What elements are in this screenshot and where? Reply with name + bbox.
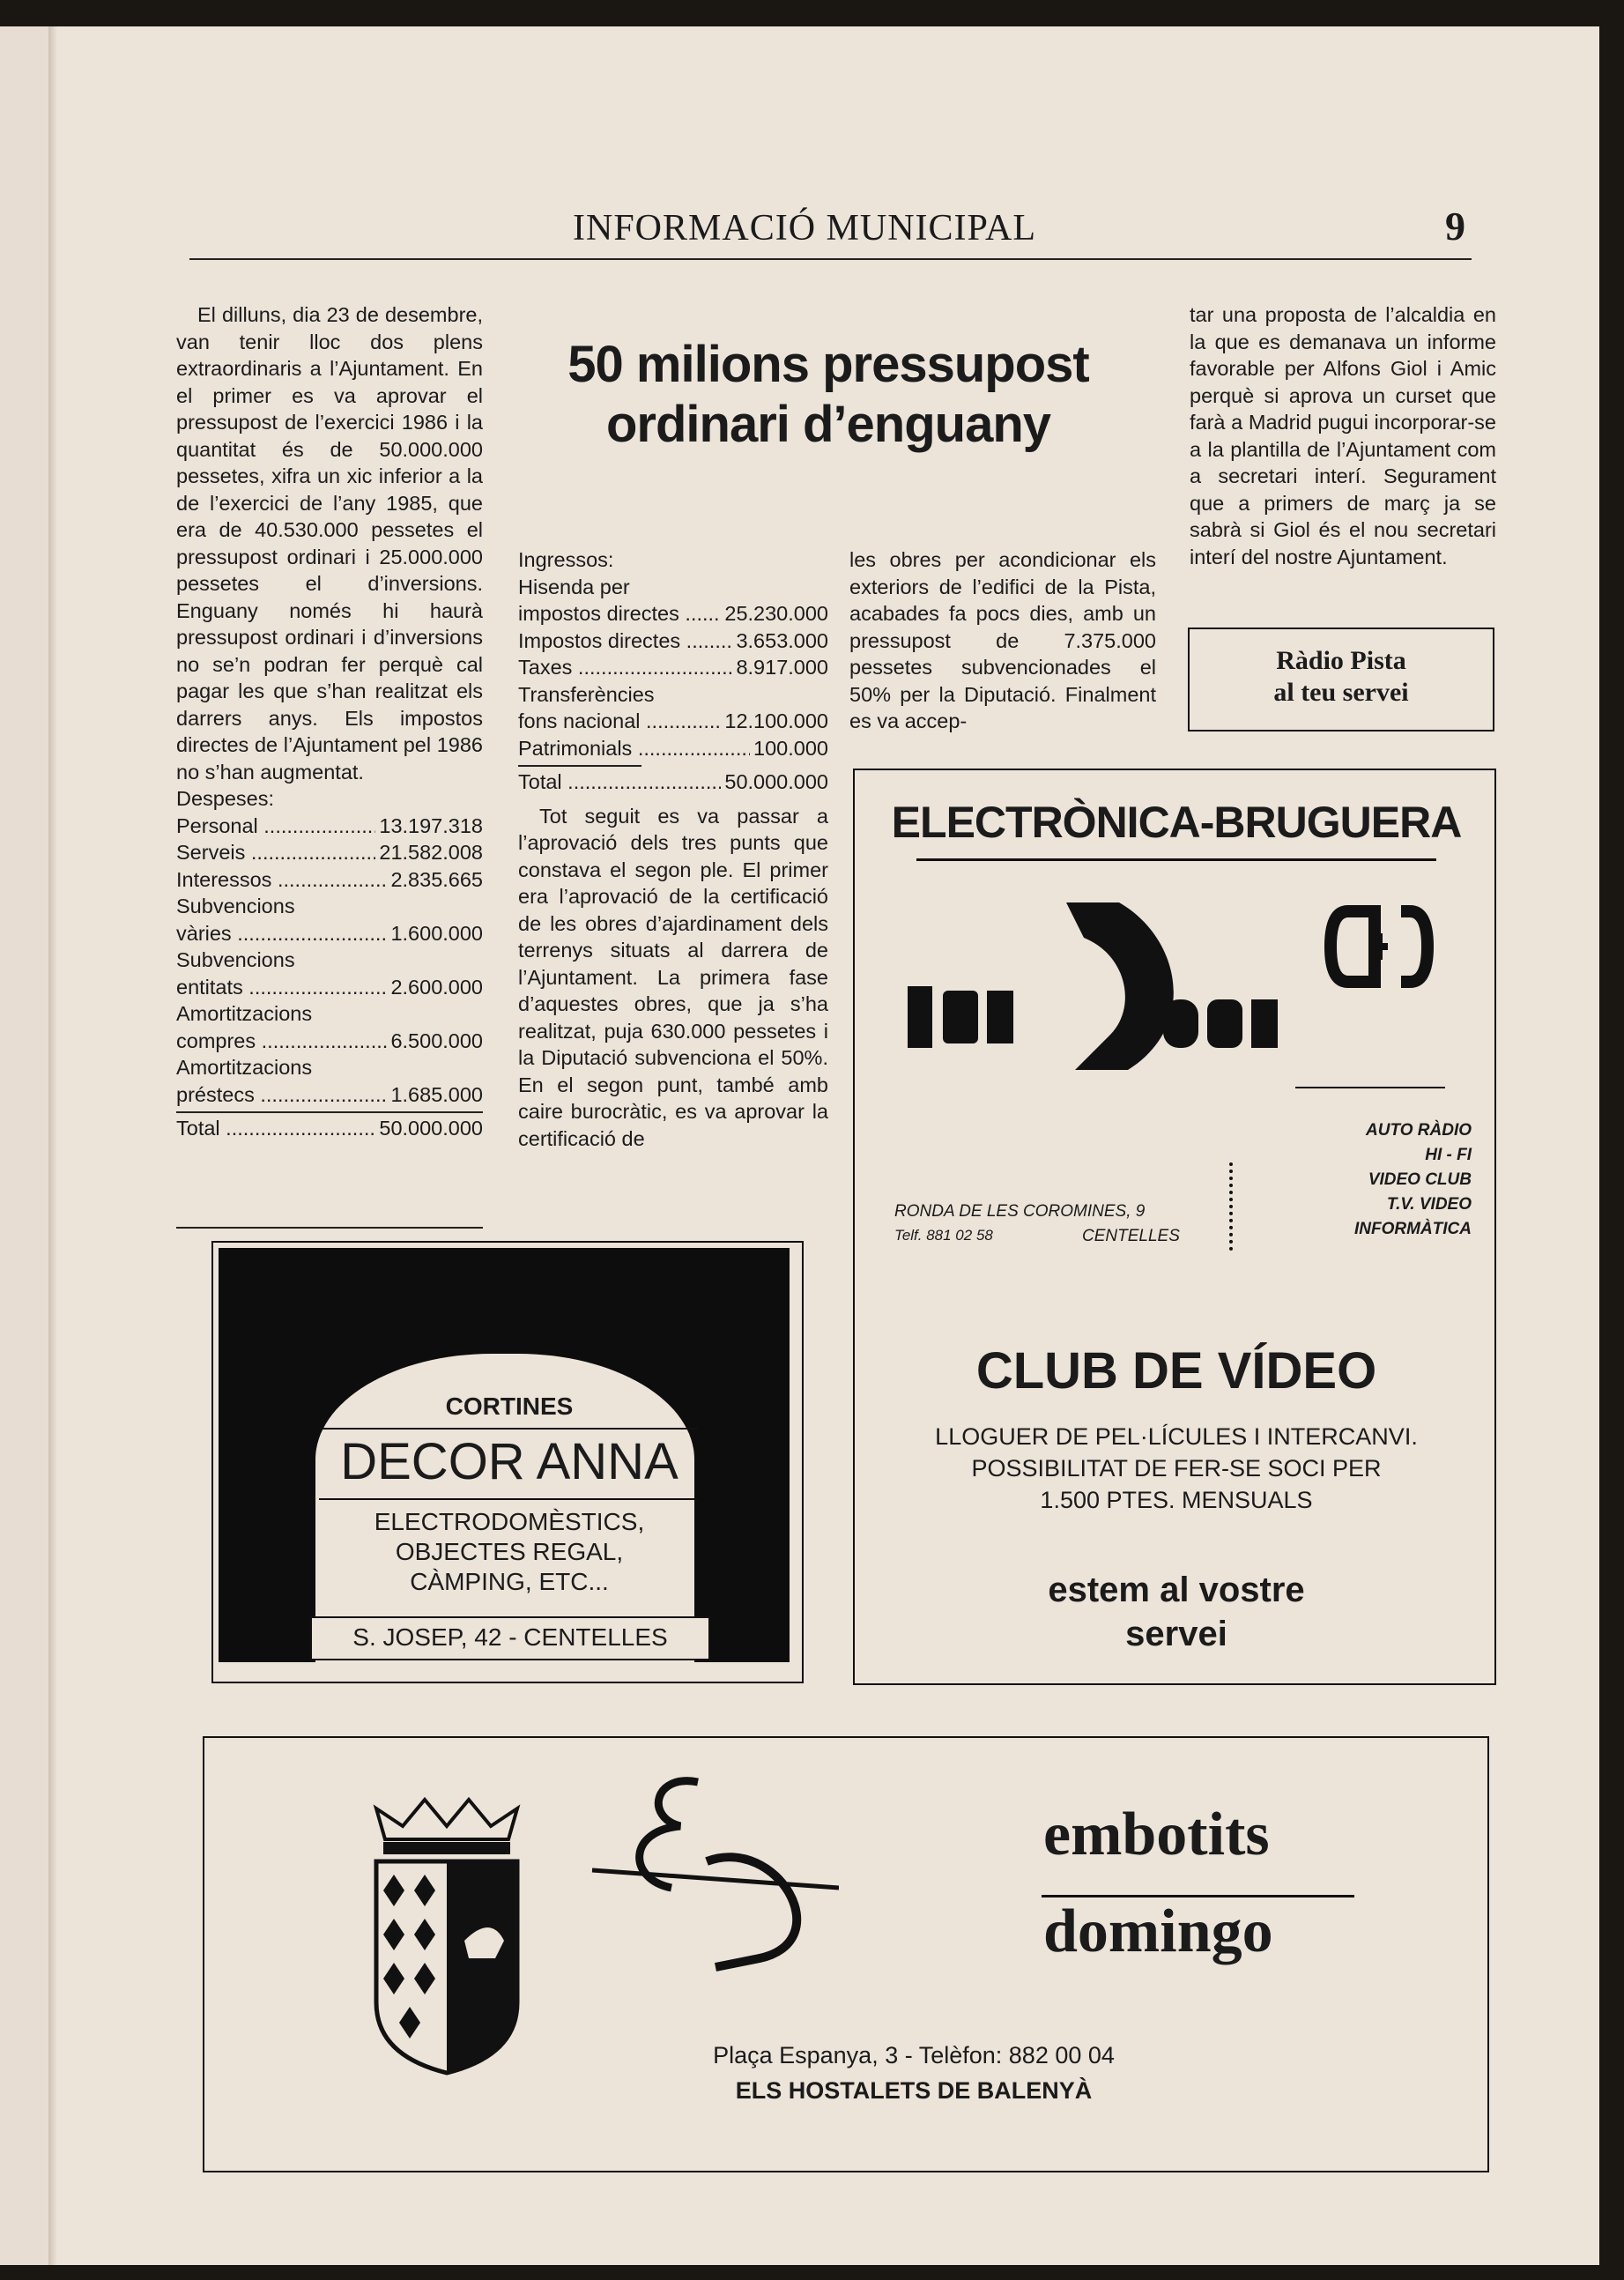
ledger-value: 1.685.000: [390, 1082, 483, 1106]
decor-address: S. JOSEP, 42 - CENTELLES: [310, 1616, 710, 1660]
ledger-row: [176, 920, 483, 947]
ledger-label: Personal .....: [176, 813, 375, 840]
ledger-row: [176, 813, 483, 840]
club-line-1: LLOGUER DE PEL·LÍCULES I INTERCANVI.: [935, 1423, 1418, 1450]
total-rule: [518, 765, 641, 767]
embotits-name-2: domingo: [1043, 1898, 1273, 1965]
radio-box-line-2: al teu servei: [1273, 678, 1409, 707]
ledger-label: Serveis .....: [176, 839, 375, 866]
ingressos-heading: Ingressos:: [518, 548, 614, 571]
bruguera-slogan: [855, 1568, 1498, 1656]
ledger-row: [176, 1081, 483, 1109]
embotits-domingo-advertisement: [203, 1736, 1489, 2172]
despeses-list: [176, 813, 483, 1109]
ledger-label: Taxes .....: [518, 654, 732, 681]
total-value: 50.000.000: [724, 770, 828, 793]
article-headline: [520, 335, 1137, 455]
show-through-text: [617, 264, 634, 335]
article-paragraph-4: tar una proposta de l’alcaldia en la que es demanava un informe favorable per Alfons Giol i Amic perquè si aprova un curset que farà a Madrid pugui incorporar-se a la plantilla de l’Ajuntament com a secretari interí. Segurament que a primers de març ja se sabrà si Giol és el nou secretari interí del nostre Ajuntament.: [1190, 303, 1496, 568]
ledger-row: [518, 735, 828, 762]
total-label: Total .....: [518, 769, 721, 796]
ledger-value: 100.000: [753, 736, 828, 760]
bruguera-services-list: [1295, 1118, 1472, 1242]
embotits-address: Plaça Espanya, 3 - Telèfon: 882 00 04: [713, 2042, 1115, 2068]
bruguera-address: RONDA DE LES COROMINES, 9: [894, 1202, 1146, 1221]
bruguera-title: ELECTRÒNICA-BRUGUERA: [891, 798, 1462, 847]
page-number: 9: [1445, 204, 1465, 249]
ledger-label: entitats .....: [176, 974, 387, 1001]
ledger-row: [176, 893, 483, 920]
ledger-value: 25.230.000: [724, 602, 828, 625]
service-item: T.V. VIDEO: [1386, 1195, 1472, 1214]
decor-brand: DECOR ANNA: [340, 1433, 679, 1490]
ledger-label: vàries .....: [176, 920, 387, 947]
despeses-total: [176, 1115, 483, 1142]
slogan-line-2: servei: [1125, 1615, 1227, 1653]
ledger-label: Impostos directes .....: [518, 628, 732, 655]
ledger-value: [825, 681, 828, 709]
decor-line-3: CÀMPING, ETC...: [410, 1568, 609, 1595]
ledger-row: [176, 866, 483, 894]
total-rule: [176, 1111, 483, 1113]
service-item: INFORMÀTICA: [1354, 1220, 1472, 1238]
article-column-4: [1190, 301, 1496, 570]
ledger-row: [176, 974, 483, 1001]
title-rule: [916, 858, 1436, 861]
ledger-value: 2.835.665: [390, 867, 483, 891]
bruguera-logo: [890, 885, 1463, 1105]
ledger-value: 6.500.000: [390, 1029, 483, 1052]
ledger-row: [176, 947, 483, 974]
ledger-label: impostos directes .....: [518, 600, 721, 628]
club-title: CLUB DE VÍDEO: [975, 1342, 1377, 1400]
ingressos-total: [518, 769, 828, 796]
bruguera-phone: Telf. 881 02 58: [894, 1227, 993, 1244]
ledger-value: 2.600.000: [390, 975, 483, 999]
ledger-value: 21.582.008: [379, 841, 483, 864]
total-label: Total .....: [176, 1115, 375, 1142]
decor-small-title: CORTINES: [445, 1393, 574, 1420]
club-line-3: 1.500 PTES. MENSUALS: [1040, 1487, 1313, 1513]
club-line-2: POSSIBILITAT DE FER-SE SOCI PER: [971, 1455, 1382, 1482]
ledger-row: [518, 654, 828, 681]
dotted-divider: [1229, 1162, 1242, 1251]
ledger-row: [518, 600, 828, 628]
headline-line-1: 50 milions pressupost: [567, 336, 1089, 393]
ledger-label: Subvencions: [176, 895, 295, 917]
ledger-value: [479, 947, 483, 974]
ledger-row: [518, 681, 828, 709]
ledger-value: [479, 1000, 483, 1028]
ledger-row: [518, 628, 828, 655]
page-fold-shadow: [48, 26, 57, 2265]
decor-line-1: ELECTRODOMÈSTICS,: [374, 1508, 645, 1535]
service-item: VIDEO CLUB: [1368, 1170, 1472, 1189]
ledger-row: [176, 1054, 483, 1081]
ledger-value: [479, 1054, 483, 1081]
ledger-label: Hisenda per: [518, 575, 630, 598]
headline-line-2: ordinari d’enguany: [605, 396, 1051, 453]
ledger-value: 8.917.000: [736, 656, 828, 679]
article-column-1: [176, 301, 483, 1142]
ledger-row: [176, 1028, 483, 1055]
header-rule: [189, 258, 1472, 260]
despeses-heading: Despeses:: [176, 787, 275, 810]
ledger-label: compres .....: [176, 1028, 387, 1055]
ledger-label: fons nacional .....: [518, 708, 721, 735]
ledger-value: 3.653.000: [736, 628, 828, 652]
ledger-row: [176, 1000, 483, 1028]
ledger-value: [479, 893, 483, 920]
ledger-label: préstecs .....: [176, 1081, 387, 1109]
service-item: HI - FI: [1425, 1146, 1472, 1164]
ledger-label: Subvencions: [176, 948, 295, 971]
ledger-label: Transferències: [518, 682, 655, 706]
rule: [319, 1428, 698, 1430]
ingressos-list: [518, 574, 828, 762]
total-value: 50.000.000: [379, 1117, 483, 1140]
rule: [319, 1498, 698, 1500]
ledger-row: [518, 574, 828, 601]
radio-pista-box: [1188, 628, 1494, 732]
ledger-label: Amortitzacions: [176, 1002, 313, 1025]
ledger-value: 13.197.318: [379, 813, 483, 837]
ledger-row: [518, 708, 828, 735]
ed-monogram-logo: [575, 1764, 839, 1994]
ledger-value: 1.600.000: [390, 921, 483, 945]
slogan-line-1: estem al vostre: [1048, 1571, 1305, 1609]
radio-box-line-1: Ràdio Pista: [1276, 646, 1406, 675]
section-title: INFORMACIÓ MUNICIPAL: [573, 208, 1037, 249]
bruguera-advertisement: [853, 769, 1496, 1685]
ledger-label: Interessos .....: [176, 866, 387, 894]
embotits-town: ELS HOSTALETS DE BALENYÀ: [735, 2077, 1093, 2104]
embotits-name-1: embotits: [1043, 1801, 1270, 1868]
ledger-label: Patrimonials .....: [518, 735, 750, 762]
article-paragraph-3: les obres per acondicionar els exteriors de l’edifici de la Pista, acabades fa pocs dies, amb un pressupost de 7.375.000 pessetes subvencionades el 50% per la Diputació. Finalment es va accep-: [849, 548, 1156, 732]
article-column-3: [849, 546, 1156, 735]
bruguera-town: CENTELLES: [1082, 1227, 1180, 1245]
service-item: AUTO RÀDIO: [1366, 1121, 1472, 1140]
decor-anna-advertisement: [211, 1241, 804, 1683]
ledger-label: Amortitzacions: [176, 1056, 313, 1079]
ledger-value: [825, 574, 828, 601]
column-rule: [176, 1227, 483, 1229]
ledger-row: [176, 839, 483, 866]
club-text: [855, 1421, 1498, 1516]
decor-line-2: OBJECTES REGAL,: [395, 1538, 624, 1565]
article-column-2: [518, 546, 828, 1152]
article-paragraph-1: El dilluns, dia 23 de desembre, van tenir lloc dos plens extraordinaris a l’Ajuntament. En el primer es va aprovar el pressupost de l’exercici 1986 i la quantitat és de 50.000.000 pessetes, xifra un xic inferior a la de l’exercici de l’any 1985, que era de 40.530.000 pessetes el pressupost ordinari i 25.000.000 pessetes el d’inversions. Enguany només hi haurà pressupost ordinari i d’inversions no se’n podran fer perquè cal pagar les que s’han realitzat els darrers anys. Els impostos directes de l’Ajuntament pel 1986 no s’han augmentat.: [176, 303, 483, 784]
decor-lines: [213, 1507, 805, 1597]
article-paragraph-2: Tot seguit es va passar a l’aprovació dels tres punts que constava el segon ple. El primer era l’aprovació de la certificació de les obres d’ajardinament dels terrenys situats al darrera de l’Ajuntament. La primera fase d’aquestes obres, que ja s’ha realitzat, puja 630.000 pessetes i la Diputació subvenciona el 50%. En el segon punt, també amb caire burocràtic, es va aprovar la certificació de: [518, 804, 828, 1150]
coat-of-arms-icon: [359, 1791, 535, 2082]
ledger-value: 12.100.000: [724, 709, 828, 732]
